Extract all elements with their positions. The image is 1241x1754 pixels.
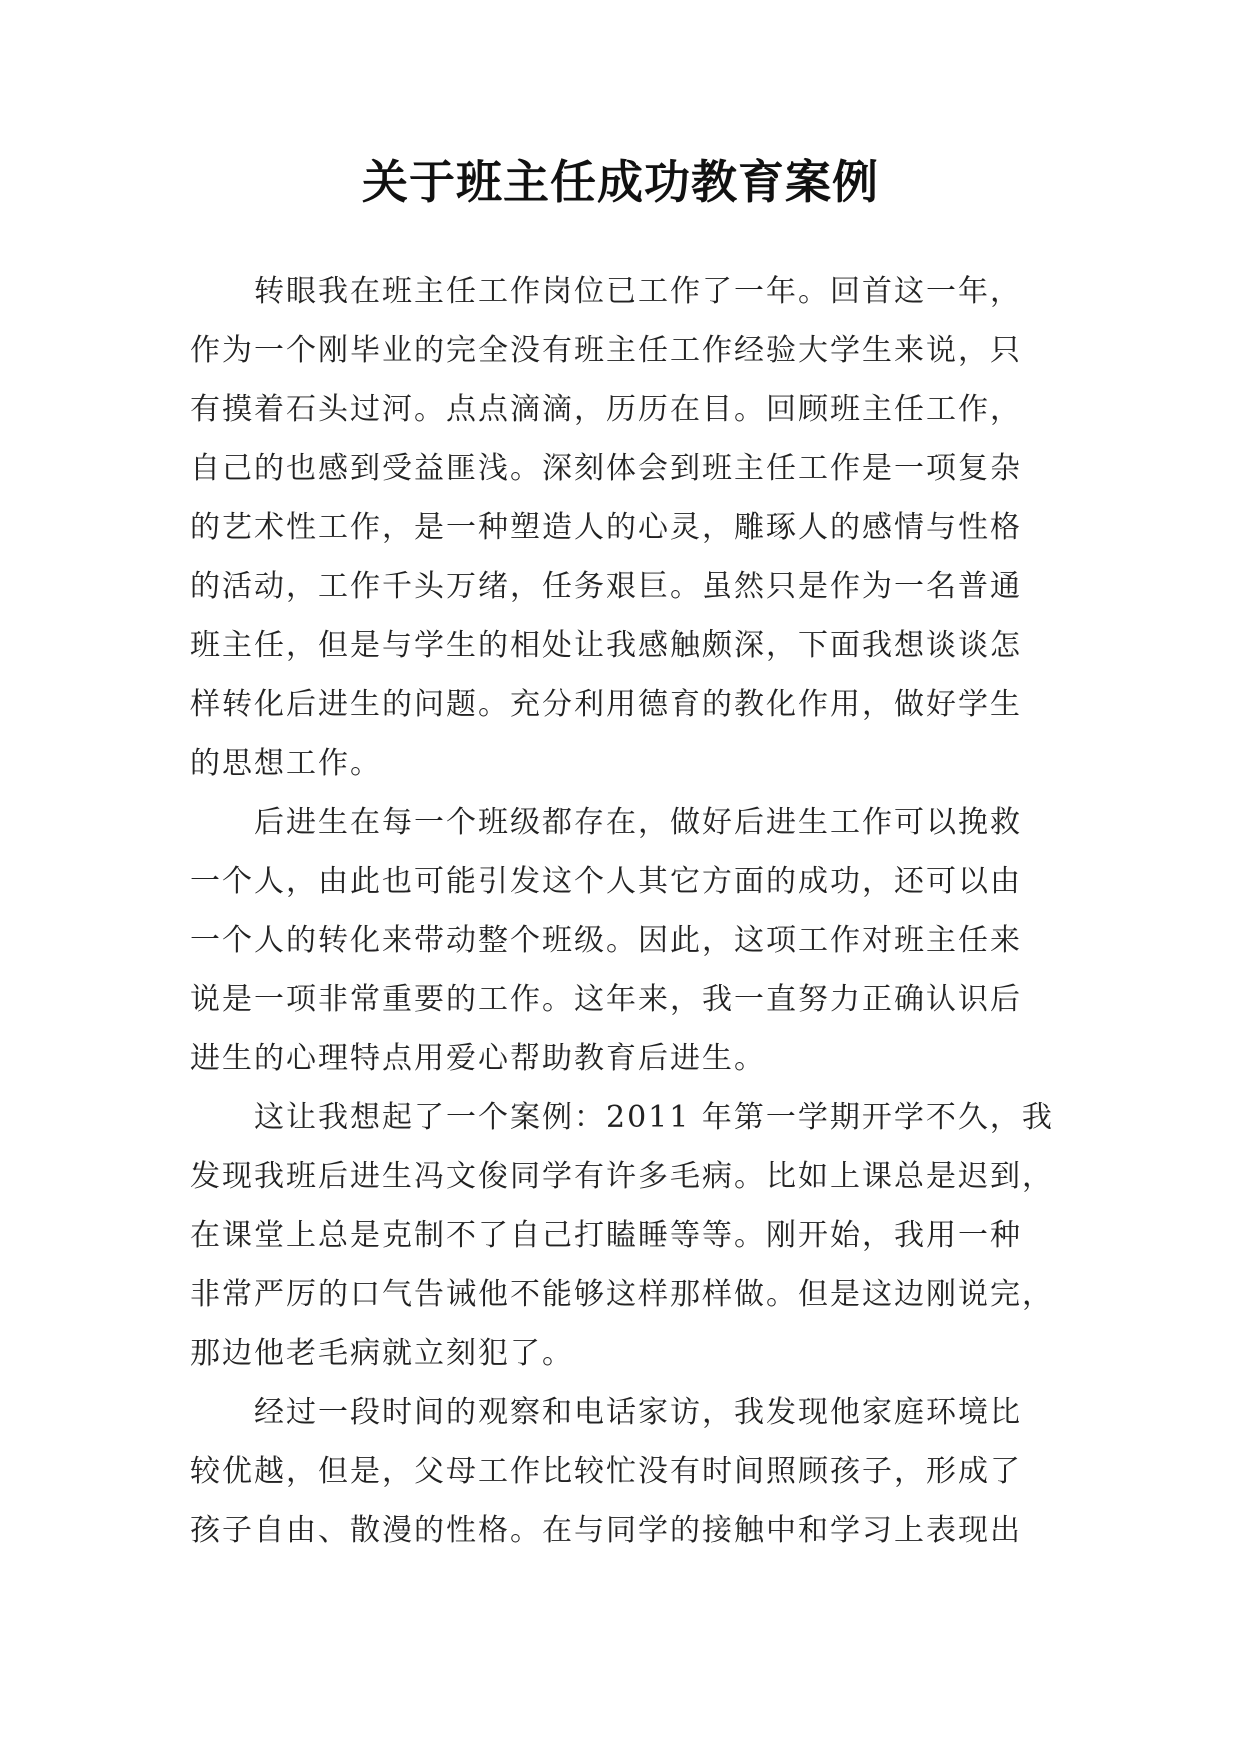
document-title: 关于班主任成功教育案例 [362, 155, 879, 209]
paragraph-2: 后进生在每一个班级都存在，做好后进生工作可以挽救 一个人，由此也可能引发这个人其它方面的成功，还可以由 一个人的转化来带动整个班级。因此，这项工作对班主任来 说是一项非常重要的工作。这年来，我一直努力正确认识后 进生的心理特点用爱心帮助教育后进生。 [190, 805, 1022, 1076]
document-body [190, 262, 1060, 1560]
paragraph-1: 转眼我在班主任工作岗位已工作了一年。回首这一年， 作为一个刚毕业的完全没有班主任工作经验大学生来说，只 有摸着石头过河。点点滴滴，历历在目。回顾班主任工作， 自己的也感到受益匪浅。深刻体会到班主任工作是一项复杂 的艺术性工作，是一种塑造人的心灵，雕琢人的感情与性格 的活动，工作千头万绪，任务艰巨。虽然只是作为一名普通 班主任，但是与学生的相处让我感触颇深，下面我想谈谈怎 样转化后进生的问题。充分利用德育的教化作用，做好学生 的思想工作。 [190, 274, 1022, 781]
paragraph-3: 这让我想起了一个案例：2011 年第一学期开学不久，我 发现我班后进生冯文俊同学有许多毛病。比如上课总是迟到， 在课堂上总是克制不了自己打瞌睡等等。刚开始，我用一种 非常严厉的口气告诫他不能够这样那样做。但是这边刚说完， 那边他老毛病就立刻犯了。 [190, 1100, 1054, 1371]
paragraph-4: 经过一段时间的观察和电话家访，我发现他家庭环境比 较优越，但是，父母工作比较忙没有时间照顾孩子，形成了 孩子自由、散漫的性格。在与同学的接触中和学习上表现出 [190, 1395, 1022, 1548]
